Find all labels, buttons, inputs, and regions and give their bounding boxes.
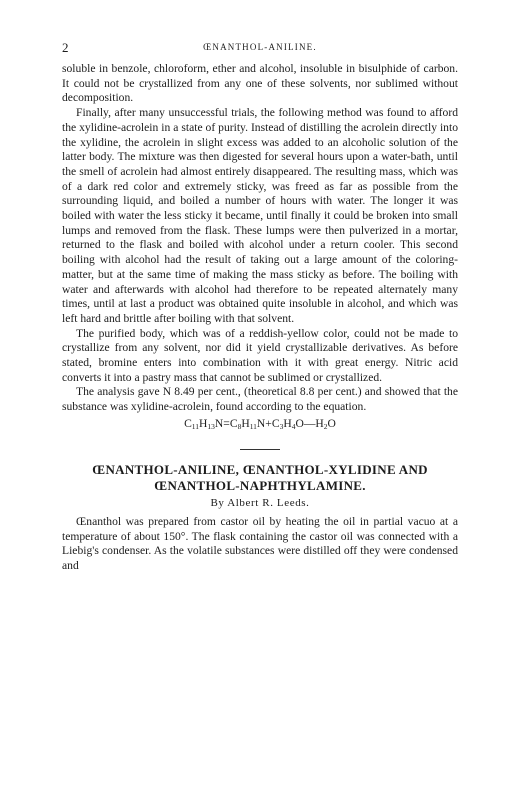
formula-subscript: 13 <box>207 421 215 431</box>
formula-symbol: H <box>199 416 208 430</box>
article-title <box>62 462 458 494</box>
chemical-equation <box>62 416 458 435</box>
formula-subscript: 2 <box>323 421 328 431</box>
paragraph-method: Finally, after many unsuccessful trials, the following method was found to afford the xylidine-acrolein in a state of purity. Instead of distilling the acrolein directly into the xylidine, the acrolein in slight excess was added to an alcoholic solution of the latter body. The mixture was then digested for several hours upon a water-bath, until the smell of acrolein had almost entirely disappeared. The resulting mass, which was of a dark red color and extremely sticky, was freed as far as possible from the surrounding liquid, and boiled a number of hours with water. The longer it was boiled with water the less sticky it became, until finally it could be broken into small lumps and removed from the flask. These lumps were then pulverized in a mortar, returned to the flask and boiled with alcohol under a return cooler. This second boiling with alcohol had the result of taking out a large amount of the coloring-matter, but at the same time of making the mass sticky as before. The boiling with water and afterwards with alcohol had therefore to be repeated alternately many times, until at last a product was obtained quite insoluble in alcohol, and which was left hard and brittle after boiling with that solvent. <box>62 106 458 325</box>
formula-symbol: O <box>327 416 336 430</box>
formula-subscript: 3 <box>279 421 284 431</box>
formula-operator: + <box>265 416 272 430</box>
page-number: 2 <box>62 40 70 55</box>
formula-symbol: C <box>229 416 238 430</box>
formula-subscript: 4 <box>291 421 296 431</box>
section-divider <box>240 449 280 450</box>
formula-operator: — <box>303 416 316 430</box>
formula-symbol: C <box>271 416 280 430</box>
paragraph-analysis: The analysis gave N 8.49 per cent., (theoretical 8.8 per cent.) and showed that the substance was xylidine-acrolein, found according to the equation. <box>62 385 458 414</box>
formula-symbol: N <box>256 416 266 430</box>
article-byline: By Albert R. Leeds. <box>210 496 310 509</box>
formula-symbol: H <box>283 416 292 430</box>
page <box>62 40 458 574</box>
running-head <box>62 40 458 58</box>
article-title-line-1: ŒNANTHOL-ANILINE, ŒNANTHOL-XYLIDINE AND <box>92 461 428 477</box>
article-title-line-2: ŒNANTHOL-NAPHTHYLAMINE. <box>154 477 366 493</box>
body-text <box>62 62 458 415</box>
formula-subscript: 8 <box>237 421 242 431</box>
formula-symbol: O <box>295 416 304 430</box>
formula-symbol: N <box>214 416 224 430</box>
formula-symbol: H <box>315 416 324 430</box>
paragraph-continuation: soluble in benzole, chloroform, ether and alcohol, insoluble in bisulphide of carbon. It could not be crystallized from any one of these solvents, nor sublimed without decomposition. <box>62 62 458 105</box>
running-title: ŒNANTHOL-ANILINE. <box>203 42 317 52</box>
formula-symbol: C <box>184 416 192 430</box>
paragraph-purified-body: The purified body, which was of a reddish-yellow color, could not be made to crystallize from any solvent, nor did it yield crystallizable derivatives. As before stated, bromine enters into combination with it with great energy. Nitric acid converts it into a pastry mass that cannot be sublimed or crystallized. <box>62 326 458 384</box>
formula-symbol: H <box>241 416 250 430</box>
formula-subscript: 11 <box>249 421 257 431</box>
article-body <box>62 515 458 574</box>
formula-subscript: 11 <box>191 421 200 431</box>
article-paragraph: Œnanthol was prepared from castor oil by heating the oil in partial vacuo at a temperature of about 150°. The flask containing the castor oil was connected with a Liebig's condenser. As the volatile substances were distilled off they were condensed and <box>62 514 458 572</box>
formula-operator: = <box>223 416 230 430</box>
